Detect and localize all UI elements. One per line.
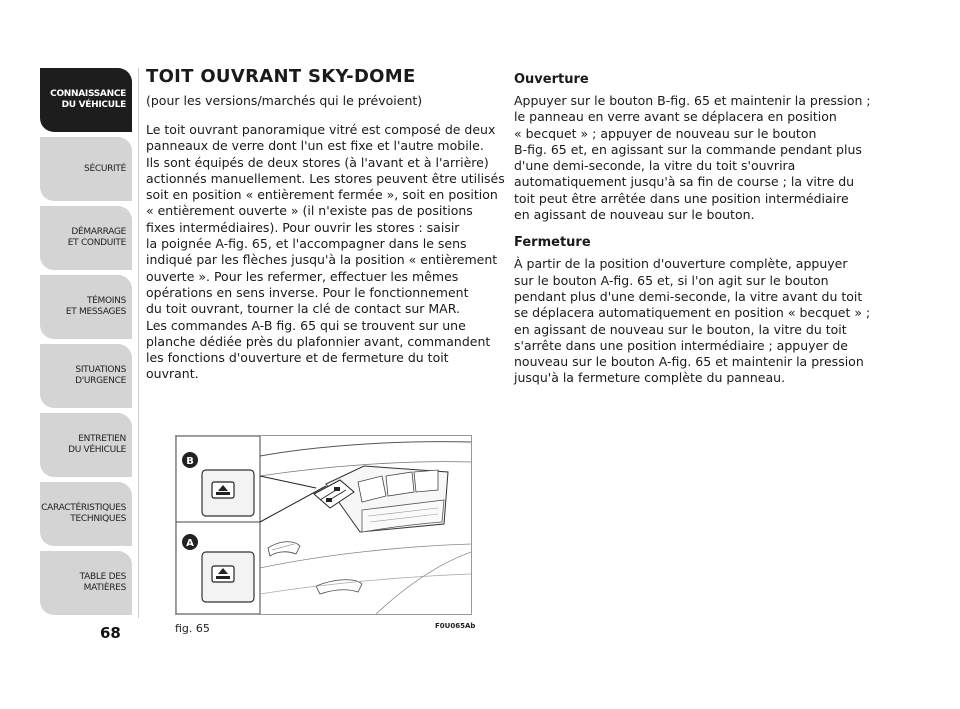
- right-column: [514, 72, 874, 387]
- fermeture-paragraph: [514, 256, 874, 386]
- text-line: Appuyer sur le bouton B-fig. 65 et maintenir la pression ;: [514, 93, 871, 108]
- tab-label-line2: MATIÈRES: [83, 583, 126, 593]
- text-line: « becquet » ; appuyer de nouveau sur le bouton: [514, 125, 817, 141]
- text-line: planche dédiée près du plafonnier avant, commandent: [146, 333, 491, 349]
- heading-fermeture: Fermeture: [514, 235, 591, 251]
- text-line: nouveau sur le bouton A-fig. 65 et maintenir la pression: [514, 354, 864, 370]
- tab-table-des-matieres[interactable]: [40, 551, 132, 615]
- tab-label-line1: SITUATIONS: [75, 365, 126, 375]
- page-number: 68: [100, 624, 121, 642]
- tab-connaissance-du-vehicule[interactable]: [40, 68, 132, 132]
- text-line: opérations en sens inverse. Pour le fonctionnement: [146, 284, 469, 300]
- tab-temoins-et-messages[interactable]: [40, 275, 132, 339]
- text-line: actionnés manuellement. Les stores peuvent être utilisés: [146, 170, 505, 186]
- ouverture-paragraph: [514, 93, 874, 223]
- left-column: [146, 66, 505, 383]
- text-line: Ils sont équipés de deux stores (à l'avant et à l'arrière): [146, 154, 489, 170]
- text-line: ouvrant.: [146, 366, 199, 382]
- tab-label-line2: TECHNIQUES: [70, 514, 126, 524]
- section-subtitle: (pour les versions/marchés qui le prévoient): [146, 93, 423, 108]
- text-line: indiqué par les flèches jusqu'à la position « entièrement: [146, 252, 498, 268]
- tab-label-line1: TÉMOINS: [86, 296, 126, 306]
- tab-label-line1: CONNAISSANCE: [50, 89, 126, 99]
- section-title: TOIT OUVRANT SKY-DOME: [146, 66, 416, 87]
- roof-control-illustration: [176, 436, 471, 614]
- tab-label-line2: ET MESSAGES: [65, 307, 126, 317]
- tab-label-line2: DU VÉHICULE: [68, 445, 126, 455]
- tab-label-line1: ENTRETIEN: [78, 434, 126, 444]
- tab-caracteristiques-techniques[interactable]: [40, 482, 132, 546]
- text-line: fixes intermédiaires). Pour ouvrir les stores : saisir: [146, 219, 460, 235]
- tab-demarrage-et-conduite[interactable]: [40, 206, 132, 270]
- text-line: les fonctions d'ouverture et de fermeture du toit: [146, 350, 449, 366]
- tab-situations-d-urgence[interactable]: [40, 344, 132, 408]
- gutter-divider: [138, 68, 139, 618]
- tab-label-line2: ET CONDUITE: [67, 238, 126, 248]
- heading-ouverture: Ouverture: [514, 72, 589, 87]
- text-line: toit peut être arrêtée dans une position intermédiaire: [514, 190, 849, 206]
- label-a: A: [186, 538, 194, 549]
- text-line: la poignée A-fig. 65, et l'accompagner dans le sens: [146, 236, 467, 252]
- text-line: automatiquement jusqu'à sa fin de course ; la vitre du: [514, 174, 855, 190]
- tab-label-line2: DU VÉHICULE: [61, 100, 126, 110]
- tab-label-line1: DÉMARRAGE: [71, 227, 126, 237]
- text-line: en agissant de nouveau sur le bouton, la vitre du toit: [514, 321, 847, 337]
- figure-65-illustration: [175, 435, 472, 615]
- text-line: Le toit ouvrant panoramique vitré est composé de deux: [146, 122, 496, 137]
- intro-paragraph: [146, 122, 505, 383]
- text-line: ouverte ». Pour les refermer, effectuer les mêmes: [146, 268, 459, 284]
- figure-code: F0U065Ab: [435, 622, 476, 630]
- tab-label-line2: D'URGENCE: [75, 376, 126, 386]
- tab-entretien-du-vehicule[interactable]: [40, 413, 132, 477]
- text-line: « entièrement ouverte » (il n'existe pas de positions: [146, 203, 473, 219]
- text-line: pendant plus d'une demi-seconde, la vitre avant du toit: [514, 288, 863, 304]
- text-line: Les commandes A-B fig. 65 qui se trouvent sur une: [146, 317, 466, 333]
- text-line: panneaux de verre dont l'un est fixe et l'autre mobile.: [146, 138, 484, 154]
- figure-caption: fig. 65: [175, 622, 210, 635]
- text-line: le panneau en verre avant se déplacera en position: [514, 109, 837, 125]
- text-line: se déplacera automatiquement en position « becquet » ;: [514, 305, 871, 321]
- label-b: B: [186, 456, 194, 467]
- text-line: du toit ouvrant, tourner la clé de contact sur MAR.: [146, 301, 460, 317]
- text-line: sur le bouton A-fig. 65 et, si l'on agit sur le bouton: [514, 272, 829, 288]
- text-line: À partir de la position d'ouverture complète, appuyer: [514, 256, 848, 272]
- tab-label-line1: CARACTÉRISTIQUES: [41, 503, 126, 513]
- text-line: d'une demi-seconde, la vitre du toit s'ouvrira: [514, 158, 796, 174]
- tab-securite[interactable]: [40, 137, 132, 201]
- text-line: jusqu'à la fermeture complète du panneau.: [514, 370, 786, 386]
- text-line: B-fig. 65 et, en agissant sur la commande pendant plus: [514, 141, 862, 157]
- tab-label-line1: SÉCURITÉ: [84, 163, 126, 174]
- text-line: soit en position « entièrement fermée », soit en position: [146, 187, 498, 203]
- text-line: en agissant de nouveau sur le bouton.: [514, 207, 755, 223]
- tab-label-line1: TABLE DES: [79, 572, 126, 582]
- text-line: s'arrête dans une position intermédiaire ; appuyer de: [514, 337, 848, 353]
